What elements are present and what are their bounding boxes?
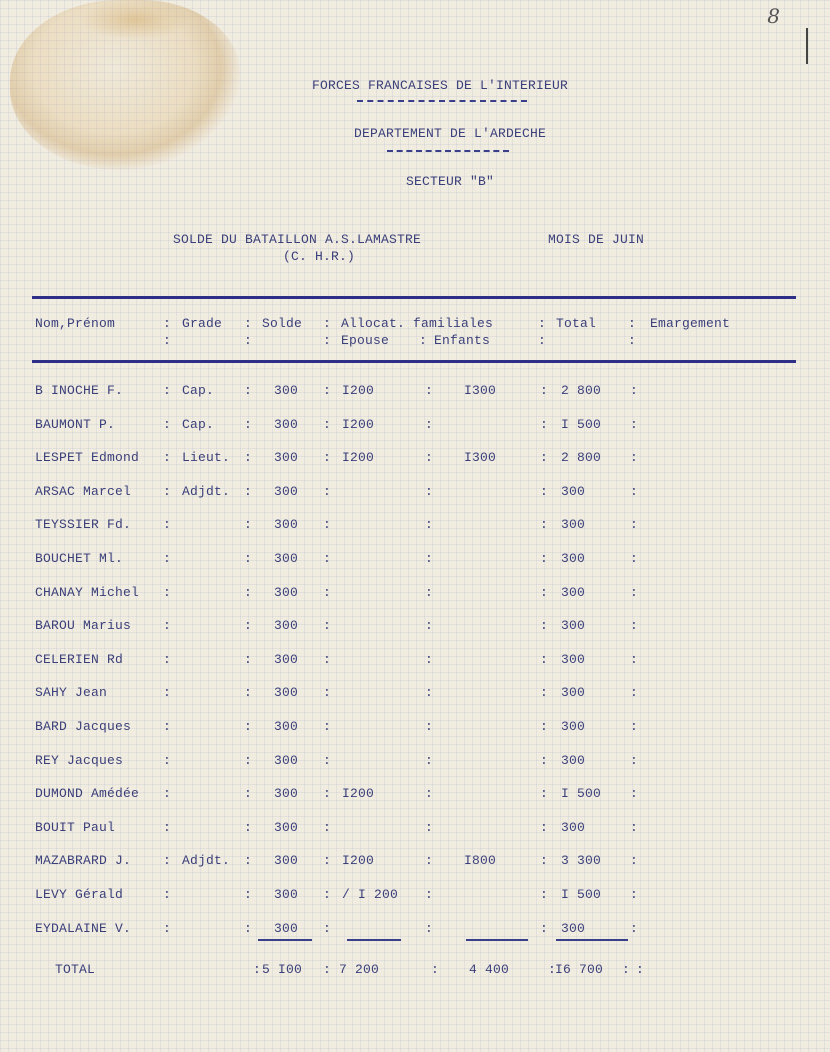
cell-solde: 300 (274, 853, 299, 868)
column-separator: : (425, 887, 433, 902)
column-separator: : (425, 417, 433, 432)
column-separator: : (630, 652, 638, 667)
header-line2-underline (387, 150, 509, 152)
column-separator: : (163, 618, 171, 633)
column-separator: : (323, 853, 331, 868)
cell-total: 300 (561, 685, 586, 700)
cell-total: 300 (561, 484, 586, 499)
col-emargement: Emargement (650, 316, 731, 331)
column-separator: : (425, 921, 433, 936)
cell-name: BOUCHET Ml. (35, 551, 124, 566)
cell-name: DUMOND Amédée (35, 786, 140, 801)
col-enfants: Enfants (434, 333, 491, 348)
cell-total: 300 (561, 820, 586, 835)
cell-total: I 500 (561, 417, 602, 432)
column-separator: : (323, 551, 331, 566)
column-separator: : (630, 450, 638, 465)
column-separator: : (630, 551, 638, 566)
cell-grade: Cap. (182, 383, 215, 398)
column-separator: : (163, 551, 171, 566)
column-separator: : (540, 685, 548, 700)
cell-solde: 300 (274, 417, 299, 432)
column-separator: : (323, 887, 331, 902)
column-separator: : (244, 517, 252, 532)
column-separator: : (425, 484, 433, 499)
cell-solde: 300 (274, 551, 299, 566)
column-separator: : (163, 853, 171, 868)
col-name: Nom,Prénom (35, 316, 116, 331)
cell-solde: 300 (274, 921, 299, 936)
cell-solde: 300 (274, 585, 299, 600)
total-rule-solde (258, 939, 312, 941)
column-separator: : (244, 887, 252, 902)
column-separator: : (540, 417, 548, 432)
column-separator: : (163, 517, 171, 532)
column-separator: : (425, 820, 433, 835)
column-separator: : (540, 484, 548, 499)
column-separator: : (323, 921, 331, 936)
cell-epouse: / I 200 (342, 887, 399, 902)
column-separator: : (425, 383, 433, 398)
column-separator: : (540, 719, 548, 734)
column-separator: : (425, 753, 433, 768)
column-separator: : (244, 450, 252, 465)
cell-name: SAHY Jean (35, 685, 108, 700)
column-separator: : (244, 786, 252, 801)
cell-solde: 300 (274, 618, 299, 633)
total-rule-epouse (347, 939, 401, 941)
table-top-rule (32, 296, 796, 299)
totals-total: I6 700 (555, 962, 604, 977)
column-separator: : (323, 820, 331, 835)
margin-mark (806, 28, 808, 64)
column-separator: : (163, 450, 171, 465)
column-separator: : (244, 820, 252, 835)
cell-solde: 300 (274, 484, 299, 499)
cell-name: MAZABRARD J. (35, 853, 132, 868)
col-total: Total (556, 316, 597, 331)
column-separator: : (540, 585, 548, 600)
column-separator: : (244, 685, 252, 700)
column-separator: : (323, 417, 331, 432)
cell-total: 300 (561, 719, 586, 734)
column-separator: : (630, 417, 638, 432)
column-separator: : (425, 517, 433, 532)
column-separator: : (244, 753, 252, 768)
cell-name: CHANAY Michel (35, 585, 140, 600)
column-separator: : (323, 685, 331, 700)
column-separator: : (244, 484, 252, 499)
column-separator: : (630, 685, 638, 700)
column-separator: : (540, 517, 548, 532)
column-separator: : (630, 618, 638, 633)
column-separator: : (425, 786, 433, 801)
cell-total: I 500 (561, 786, 602, 801)
column-separator: : (540, 853, 548, 868)
column-separator: : (540, 820, 548, 835)
col-allocat: Allocat. familiales (341, 316, 494, 331)
cell-name: ARSAC Marcel (35, 484, 132, 499)
cell-total: 300 (561, 652, 586, 667)
column-separator: : (323, 618, 331, 633)
cell-solde: 300 (274, 820, 299, 835)
cell-epouse: I200 (342, 450, 375, 465)
document-subtitle2: (C. H.R.) (283, 249, 356, 264)
cell-solde: 300 (274, 887, 299, 902)
cell-solde: 300 (274, 786, 299, 801)
cell-name: LEVY Gérald (35, 887, 124, 902)
cell-name: BOUIT Paul (35, 820, 116, 835)
column-separator: : (540, 551, 548, 566)
column-separator: : (630, 853, 638, 868)
column-separator: : (244, 719, 252, 734)
cell-name: TEYSSIER Fd. (35, 517, 132, 532)
cell-name: LESPET Edmond (35, 450, 140, 465)
column-separator: : (244, 618, 252, 633)
cell-enfants: I300 (464, 450, 497, 465)
column-separator: : (323, 652, 331, 667)
total-rule-enfants (466, 939, 528, 941)
cell-total: 3 300 (561, 853, 602, 868)
cell-name: BAUMONT P. (35, 417, 116, 432)
column-separator: : (425, 853, 433, 868)
column-separator: : (630, 719, 638, 734)
column-separator: : (425, 618, 433, 633)
column-separator: : (244, 383, 252, 398)
cell-epouse: I200 (342, 383, 375, 398)
column-separator: : (163, 820, 171, 835)
document-subtitle: SOLDE DU BATAILLON A.S.LAMASTRE (173, 232, 422, 247)
cell-grade: Adjdt. (182, 484, 231, 499)
cell-name: B INOCHE F. (35, 383, 124, 398)
column-separator: : (630, 786, 638, 801)
cell-enfants: I800 (464, 853, 497, 868)
column-separator: : (630, 484, 638, 499)
table-header-rule (32, 360, 796, 363)
cell-total: 300 (561, 753, 586, 768)
cell-solde: 300 (274, 753, 299, 768)
header-line1: FORCES FRANCAISES DE L'INTERIEUR (311, 78, 569, 93)
column-separator: : (244, 921, 252, 936)
cell-total: I 500 (561, 887, 602, 902)
cell-name: CELERIEN Rd (35, 652, 124, 667)
column-separator: : (425, 719, 433, 734)
column-separator: : (163, 887, 171, 902)
column-separator: : (630, 753, 638, 768)
column-separator: : (540, 383, 548, 398)
water-stain-top (80, 0, 190, 40)
header-line3: SECTEUR "B" (405, 174, 494, 189)
column-separator: : (244, 417, 252, 432)
column-separator: : (425, 685, 433, 700)
column-separator: : (163, 417, 171, 432)
column-separator: : (540, 450, 548, 465)
column-separator: : (540, 786, 548, 801)
cell-total: 300 (561, 585, 586, 600)
document-month: MOIS DE JUIN (548, 232, 645, 247)
column-separator: : (540, 618, 548, 633)
column-separator: : (323, 585, 331, 600)
column-separator: : (630, 921, 638, 936)
cell-solde: 300 (274, 450, 299, 465)
totals-epouse: 7 200 (339, 962, 380, 977)
header-line1-underline (357, 100, 527, 102)
column-separator: : (630, 517, 638, 532)
column-separator: : (163, 484, 171, 499)
column-separator: : (630, 887, 638, 902)
column-separator: : (323, 383, 331, 398)
column-separator: : (425, 450, 433, 465)
column-separator: : (244, 585, 252, 600)
column-separator: : (323, 786, 331, 801)
cell-grade: Cap. (182, 417, 215, 432)
column-separator: : (163, 753, 171, 768)
cell-name: EYDALAINE V. (35, 921, 132, 936)
column-separator: : (244, 652, 252, 667)
column-separator: : (323, 719, 331, 734)
col-grade: Grade (182, 316, 223, 331)
column-separator: : (163, 719, 171, 734)
cell-total: 2 800 (561, 450, 602, 465)
cell-name: BARD Jacques (35, 719, 132, 734)
col-epouse: Epouse (341, 333, 390, 348)
column-separator: : (244, 551, 252, 566)
column-separator: : (163, 383, 171, 398)
column-separator: : (163, 652, 171, 667)
cell-grade: Lieut. (182, 450, 231, 465)
header-line2: DEPARTEMENT DE L'ARDECHE (353, 126, 547, 141)
column-separator: : (630, 585, 638, 600)
cell-total: 300 (561, 551, 586, 566)
column-separator: : (630, 383, 638, 398)
cell-epouse: I200 (342, 786, 375, 801)
cell-epouse: I200 (342, 853, 375, 868)
column-separator: : (425, 551, 433, 566)
cell-name: REY Jacques (35, 753, 124, 768)
column-separator: : (323, 450, 331, 465)
cell-total: 300 (561, 517, 586, 532)
column-separator: : (323, 484, 331, 499)
column-separator: : (163, 921, 171, 936)
cell-epouse: I200 (342, 417, 375, 432)
cell-enfants: I300 (464, 383, 497, 398)
column-separator: : (163, 585, 171, 600)
cell-solde: 300 (274, 719, 299, 734)
cell-name: BAROU Marius (35, 618, 132, 633)
column-separator: : (244, 853, 252, 868)
cell-solde: 300 (274, 383, 299, 398)
cell-solde: 300 (274, 685, 299, 700)
cell-total: 300 (561, 618, 586, 633)
column-separator: : (540, 921, 548, 936)
column-separator: : (540, 887, 548, 902)
page-number: 8 (767, 4, 780, 28)
totals-label: TOTAL (55, 962, 96, 977)
col-solde: Solde (262, 316, 303, 331)
column-separator: : (425, 652, 433, 667)
totals-solde: 5 I00 (262, 962, 303, 977)
column-separator: : (540, 652, 548, 667)
totals-enfants: 4 400 (469, 962, 510, 977)
column-separator: : (323, 517, 331, 532)
total-rule-total (556, 939, 628, 941)
column-separator: : (323, 753, 331, 768)
column-separator: : (540, 753, 548, 768)
cell-solde: 300 (274, 517, 299, 532)
cell-grade: Adjdt. (182, 853, 231, 868)
column-separator: : (163, 786, 171, 801)
column-separator: : (163, 685, 171, 700)
column-separator: : (425, 585, 433, 600)
cell-total: 300 (561, 921, 586, 936)
cell-total: 2 800 (561, 383, 602, 398)
column-separator: : (630, 820, 638, 835)
cell-solde: 300 (274, 652, 299, 667)
